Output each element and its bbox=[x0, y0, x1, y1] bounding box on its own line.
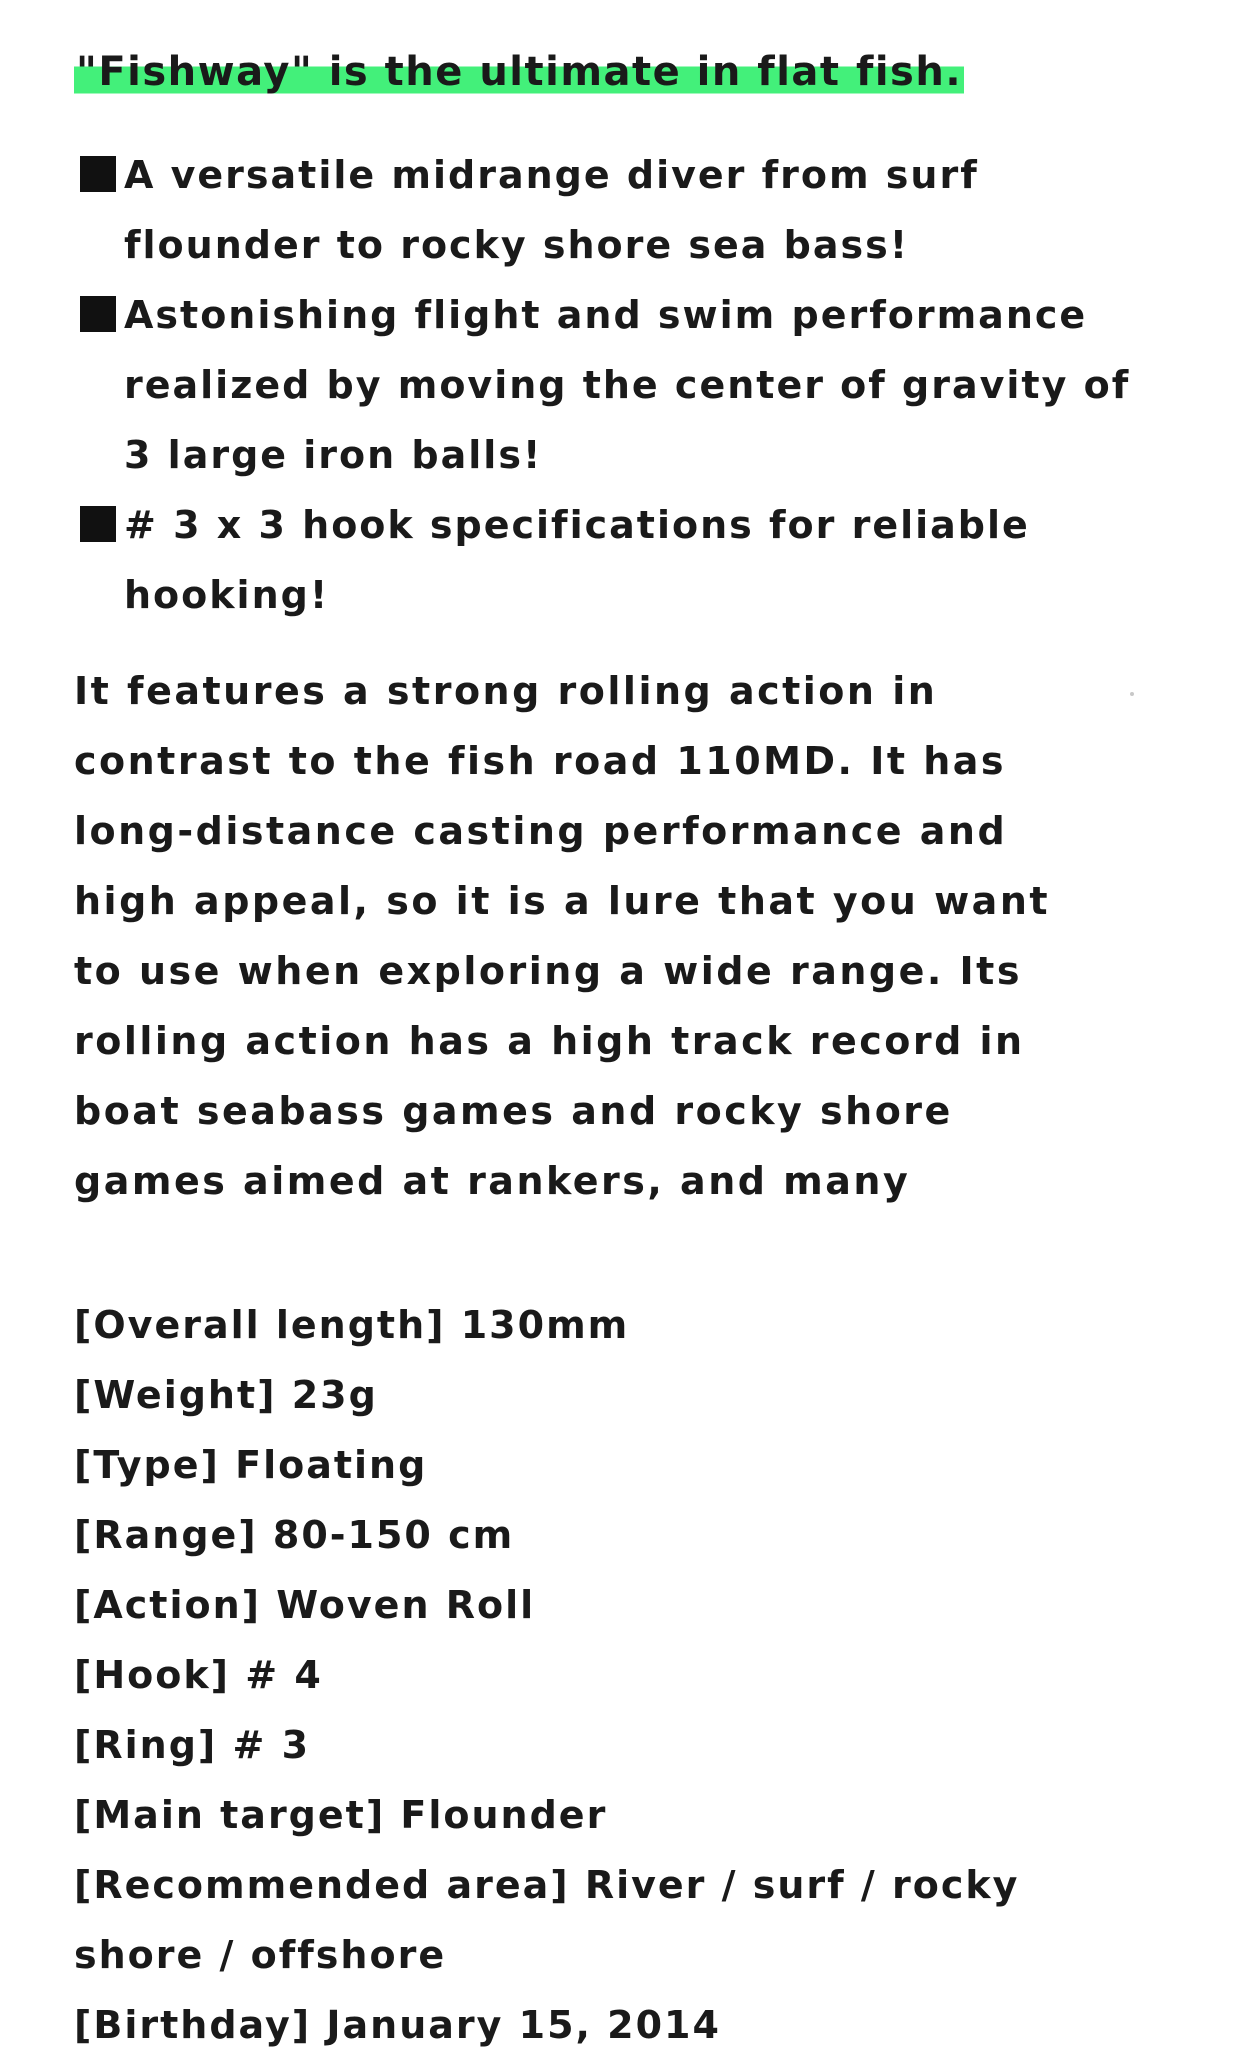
stray-dot bbox=[1130, 692, 1134, 696]
spec-ring: [Ring] # 3 bbox=[74, 1723, 311, 1767]
feature-text: A versatile midrange diver from surf flounder to rocky shore sea bass! bbox=[124, 153, 979, 267]
description-paragraph: It features a strong rolling action in contrast to the fish road 110MD. It has long-distance casting performance and high appeal, so it is a lure that you want to use when exploring a wide range. Its rolling action has a high track record in boat seabass games and rocky shore games aimed at rankers, and many bbox=[74, 669, 1051, 1203]
headline: "Fishway" is the ultimate in flat fish. bbox=[74, 44, 964, 100]
spec-type: [Type] Floating bbox=[74, 1443, 428, 1487]
spec-recommended-area: [Recommended area] River / surf / rocky shore / offshore bbox=[74, 1863, 1020, 1977]
spec-range: [Range] 80-150 cm bbox=[74, 1513, 515, 1557]
spec-overall-length: [Overall length] 130mm bbox=[74, 1303, 630, 1347]
feature-item bbox=[74, 140, 1164, 280]
feature-list bbox=[74, 140, 1164, 630]
spec-action: [Action] Woven Roll bbox=[74, 1583, 536, 1627]
spec-weight: [Weight] 23g bbox=[74, 1373, 378, 1417]
spec-list bbox=[74, 1290, 1164, 2060]
spec-birthday: [Birthday] January 15, 2014 bbox=[74, 2003, 721, 2047]
spec-main-target: [Main target] Flounder bbox=[74, 1793, 608, 1837]
product-description bbox=[74, 44, 1164, 2060]
square-bullet-icon bbox=[80, 156, 116, 192]
feature-item bbox=[74, 280, 1164, 490]
feature-text: Astonishing flight and swim performance realized by moving the center of gravity of 3 large iron balls! bbox=[124, 293, 1131, 477]
square-bullet-icon bbox=[80, 506, 116, 542]
feature-item bbox=[74, 490, 1164, 630]
feature-text: # 3 x 3 hook specifications for reliable hooking! bbox=[124, 503, 1030, 617]
spec-hook: [Hook] # 4 bbox=[74, 1653, 323, 1697]
square-bullet-icon bbox=[80, 296, 116, 332]
